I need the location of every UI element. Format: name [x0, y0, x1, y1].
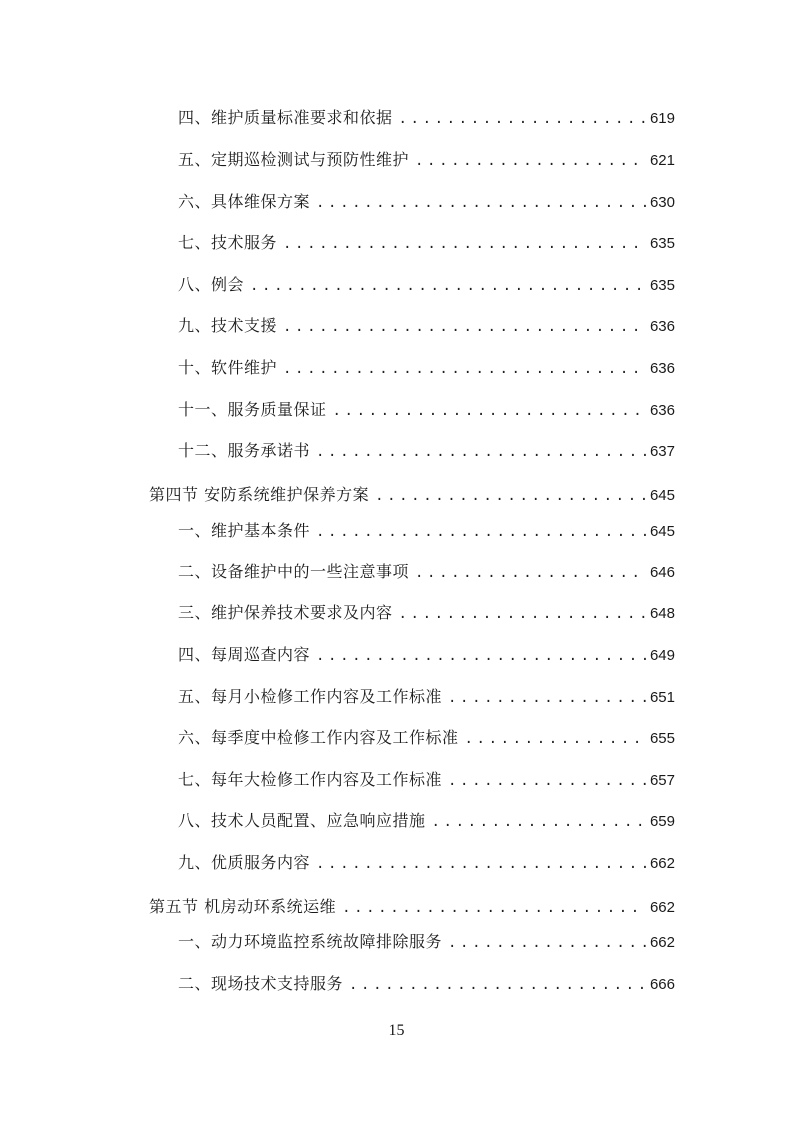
- toc-dot-leader: [465, 727, 646, 751]
- toc-item-page-number: 662: [649, 899, 675, 916]
- toc-item[interactable]: [178, 148, 675, 172]
- toc-item-page-number: 619: [649, 110, 675, 127]
- toc-item[interactable]: [178, 726, 675, 750]
- toc-dot-leader: [399, 602, 646, 626]
- toc-item-page-number: 646: [649, 564, 675, 581]
- toc-item[interactable]: [178, 685, 675, 709]
- toc-item-page-number: 662: [649, 934, 675, 951]
- toc-item-title: 七、技术服务: [178, 233, 278, 252]
- toc-item-title: 一、动力环境监控系统故障排除服务: [178, 932, 443, 951]
- toc-item[interactable]: [178, 106, 675, 130]
- toc-dot-leader: [399, 107, 646, 131]
- toc-item[interactable]: [178, 809, 675, 833]
- toc-dot-leader: [333, 399, 646, 423]
- toc-item-page-number: 621: [649, 152, 675, 169]
- toc-dot-leader: [283, 232, 646, 256]
- toc-item-title: 十、软件维护: [178, 358, 278, 377]
- toc-item[interactable]: [178, 643, 675, 667]
- toc-item-page-number: 635: [649, 277, 675, 294]
- toc-dot-leader: [415, 561, 646, 585]
- toc-item-page-number: 655: [649, 730, 675, 747]
- toc-item-title: 三、维护保养技术要求及内容: [178, 603, 393, 622]
- toc-dot-leader: [448, 769, 646, 793]
- toc-item-page-number: 636: [649, 402, 675, 419]
- toc-item-title: 六、具体维保方案: [178, 192, 311, 211]
- toc-section-heading[interactable]: [149, 895, 675, 919]
- toc-dot-leader: [283, 357, 646, 381]
- toc-item-page-number: 657: [649, 772, 675, 789]
- toc-dot-leader: [415, 149, 646, 173]
- toc-item[interactable]: [178, 519, 675, 543]
- toc-item[interactable]: [178, 560, 675, 584]
- toc-item-title: 五、每月小检修工作内容及工作标准: [178, 687, 443, 706]
- toc-item[interactable]: [178, 314, 675, 338]
- toc-item[interactable]: [178, 972, 675, 996]
- toc-item-page-number: 636: [649, 360, 675, 377]
- toc-item-title: 二、设备维护中的一些注意事项: [178, 562, 410, 581]
- toc-item-title: 一、维护基本条件: [178, 521, 311, 540]
- toc-dot-leader: [316, 644, 646, 668]
- toc-item-title: 八、技术人员配置、应急响应措施: [178, 811, 426, 830]
- toc-item-title: 七、每年大检修工作内容及工作标准: [178, 770, 443, 789]
- toc-item[interactable]: [178, 190, 675, 214]
- toc-item-page-number: 630: [649, 194, 675, 211]
- toc-item[interactable]: [178, 601, 675, 625]
- toc-dot-leader: [448, 686, 646, 710]
- toc-item[interactable]: [178, 930, 675, 954]
- toc-item-page-number: 645: [649, 523, 675, 540]
- toc-item-page-number: 659: [649, 813, 675, 830]
- toc-dot-leader: [316, 440, 646, 464]
- toc-dot-leader: [432, 810, 646, 834]
- toc-item-title: 第五节 机房动环系统运维: [149, 897, 337, 916]
- toc-dot-leader: [316, 852, 646, 876]
- toc-item[interactable]: [178, 439, 675, 463]
- toc-dot-leader: [283, 315, 646, 339]
- toc-item-page-number: 666: [649, 976, 675, 993]
- toc-item[interactable]: [178, 273, 675, 297]
- toc-item-title: 九、技术支援: [178, 316, 278, 335]
- toc-item-page-number: 636: [649, 318, 675, 335]
- toc-dot-leader: [316, 191, 646, 215]
- toc-dot-leader: [349, 973, 646, 997]
- toc-dot-leader: [342, 896, 646, 920]
- toc-dot-leader: [448, 931, 646, 955]
- toc-item-title: 四、每周巡查内容: [178, 645, 311, 664]
- toc-item-page-number: 649: [649, 647, 675, 664]
- toc-item-title: 二、现场技术支持服务: [178, 974, 344, 993]
- toc-item[interactable]: [178, 768, 675, 792]
- toc-item-title: 五、定期巡检测试与预防性维护: [178, 150, 410, 169]
- toc-item-title: 十二、服务承诺书: [178, 441, 311, 460]
- toc-item-page-number: 645: [649, 487, 675, 504]
- toc-dot-leader: [316, 520, 646, 544]
- toc-item-page-number: 648: [649, 605, 675, 622]
- toc-item-page-number: 637: [649, 443, 675, 460]
- toc-item-page-number: 651: [649, 689, 675, 706]
- toc-item-title: 四、维护质量标准要求和依据: [178, 108, 393, 127]
- toc-item-title: 十一、服务质量保证: [178, 400, 327, 419]
- toc-item-title: 六、每季度中检修工作内容及工作标准: [178, 728, 459, 747]
- toc-item-page-number: 635: [649, 235, 675, 252]
- toc-item-title: 九、优质服务内容: [178, 853, 311, 872]
- toc-item[interactable]: [178, 231, 675, 255]
- toc-dot-leader: [375, 484, 646, 508]
- toc-item[interactable]: [178, 398, 675, 422]
- toc-item-title: 八、例会: [178, 275, 245, 294]
- toc-item-title: 第四节 安防系统维护保养方案: [149, 485, 370, 504]
- toc-section-heading[interactable]: [149, 483, 675, 507]
- toc-item[interactable]: [178, 851, 675, 875]
- toc-item-page-number: 662: [649, 855, 675, 872]
- page-number: 15: [388, 1022, 405, 1039]
- toc-item[interactable]: [178, 356, 675, 380]
- toc-dot-leader: [250, 274, 646, 298]
